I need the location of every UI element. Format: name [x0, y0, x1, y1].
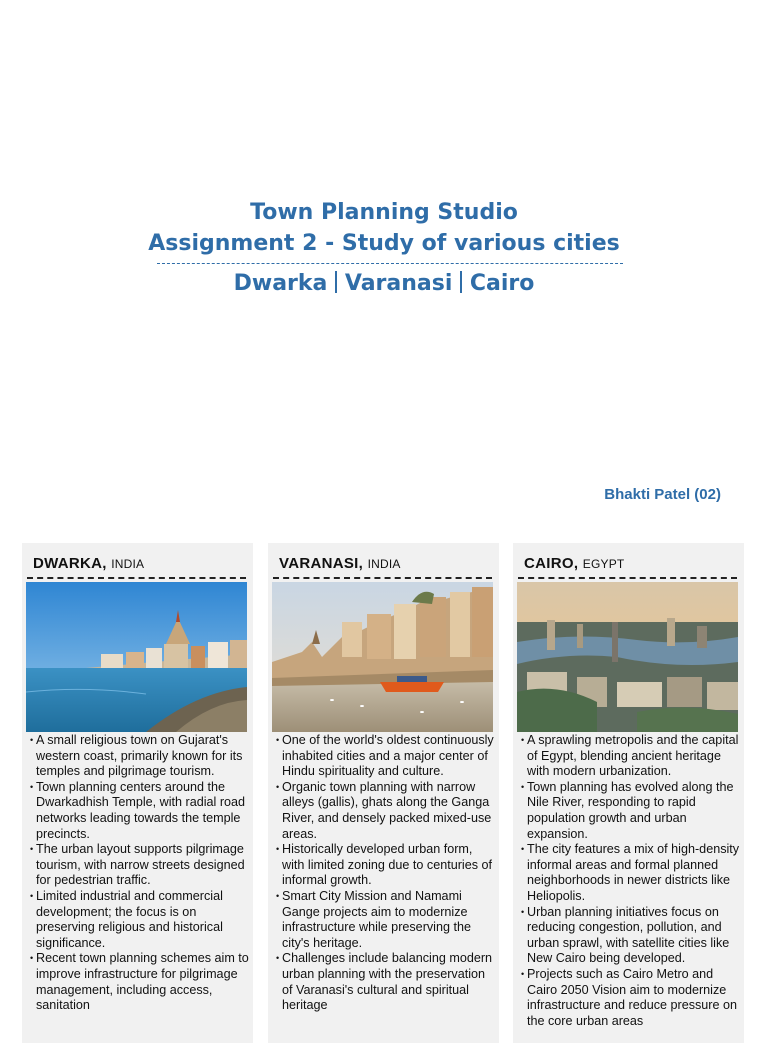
card-city: DWARKA, — [33, 555, 107, 572]
card-heading-text — [33, 555, 144, 572]
list-item: • A small religious town on Gujarat's western coast, primarily known for its temples and pilgrimage tourism. — [31, 733, 249, 780]
course-title: Town Planning Studio — [250, 200, 518, 225]
card-city: VARANASI, — [279, 555, 364, 572]
city-list — [0, 269, 768, 299]
card-heading-text — [524, 555, 624, 572]
city-card-dwarka — [22, 543, 253, 1043]
assignment-title: Assignment 2 - Study of various cities — [148, 231, 620, 256]
card-city: CAIRO, — [524, 555, 579, 572]
list-item: • One of the world's oldest continuously inhabited cities and a major center of Hindu spirituality and culture. — [277, 733, 495, 780]
list-item: • A sprawling metropolis and the capital of Egypt, blending ancient heritage with modern urbanization. — [522, 733, 740, 780]
list-item: • Town planning has evolved along the Nile River, responding to rapid population growth and urban expansion. — [522, 780, 740, 842]
city-card-cairo — [513, 543, 744, 1043]
list-item: • Projects such as Cairo Metro and Cairo 2050 Vision aim to modernize infrastructure and reduce pressure on the core urban areas — [522, 967, 740, 1029]
list-item: • The urban layout supports pilgrimage tourism, with narrow streets designed for pedestrian traffic. — [31, 842, 249, 889]
list-item: • Urban planning initiatives focus on reducing congestion, pollution, and urban sprawl, with satellite cities like New Cairo being developed. — [522, 905, 740, 967]
city-name-cairo: Cairo — [469, 271, 535, 296]
dwarka-photo — [26, 582, 247, 732]
separator — [335, 271, 337, 293]
list-item: • Limited industrial and commercial development; the focus is on preserving religious and historical significance. — [31, 889, 249, 951]
list-item: • Historically developed urban form, with limited zoning due to centuries of informal growth. — [277, 842, 495, 889]
card-country: EGYPT — [582, 557, 625, 571]
card-heading — [268, 555, 499, 579]
card-divider — [273, 577, 492, 579]
city-name-dwarka: Dwarka — [233, 271, 328, 296]
cairo-bullet-list — [522, 733, 740, 1029]
separator — [460, 271, 462, 293]
card-divider — [518, 577, 737, 579]
title-divider — [157, 263, 623, 264]
cairo-photo — [517, 582, 738, 732]
list-item: • The city features a mix of high-density informal areas and formal planned neighborhoods in newer districts like Heliopolis. — [522, 842, 740, 904]
title-block — [0, 198, 768, 259]
card-heading-text — [279, 555, 401, 572]
city-name-varanasi: Varanasi — [344, 271, 453, 296]
dwarka-bullet-list — [31, 733, 249, 1014]
card-heading — [22, 555, 253, 579]
list-item: • Challenges include balancing modern urban planning with the preservation of Varanasi's cultural and spiritual heritage — [277, 951, 495, 1013]
varanasi-photo — [272, 582, 493, 732]
city-card-varanasi — [268, 543, 499, 1043]
card-divider — [27, 577, 246, 579]
card-country: INDIA — [111, 557, 145, 571]
list-item: • Organic town planning with narrow alleys (gallis), ghats along the Ganga River, and densely packed mixed-use areas. — [277, 780, 495, 842]
list-item: • Smart City Mission and Namami Gange projects aim to modernize infrastructure while preserving the city's heritage. — [277, 889, 495, 951]
author-name: Bhakti Patel (02) — [604, 486, 721, 503]
list-item: • Recent town planning schemes aim to improve infrastructure for pilgrimage management, including access, sanitation — [31, 951, 249, 1013]
card-heading — [513, 555, 744, 579]
card-country: INDIA — [367, 557, 401, 571]
varanasi-bullet-list — [277, 733, 495, 1014]
list-item: • Town planning centers around the Dwarkadhish Temple, with radial road networks leading towards the temple precincts. — [31, 780, 249, 842]
